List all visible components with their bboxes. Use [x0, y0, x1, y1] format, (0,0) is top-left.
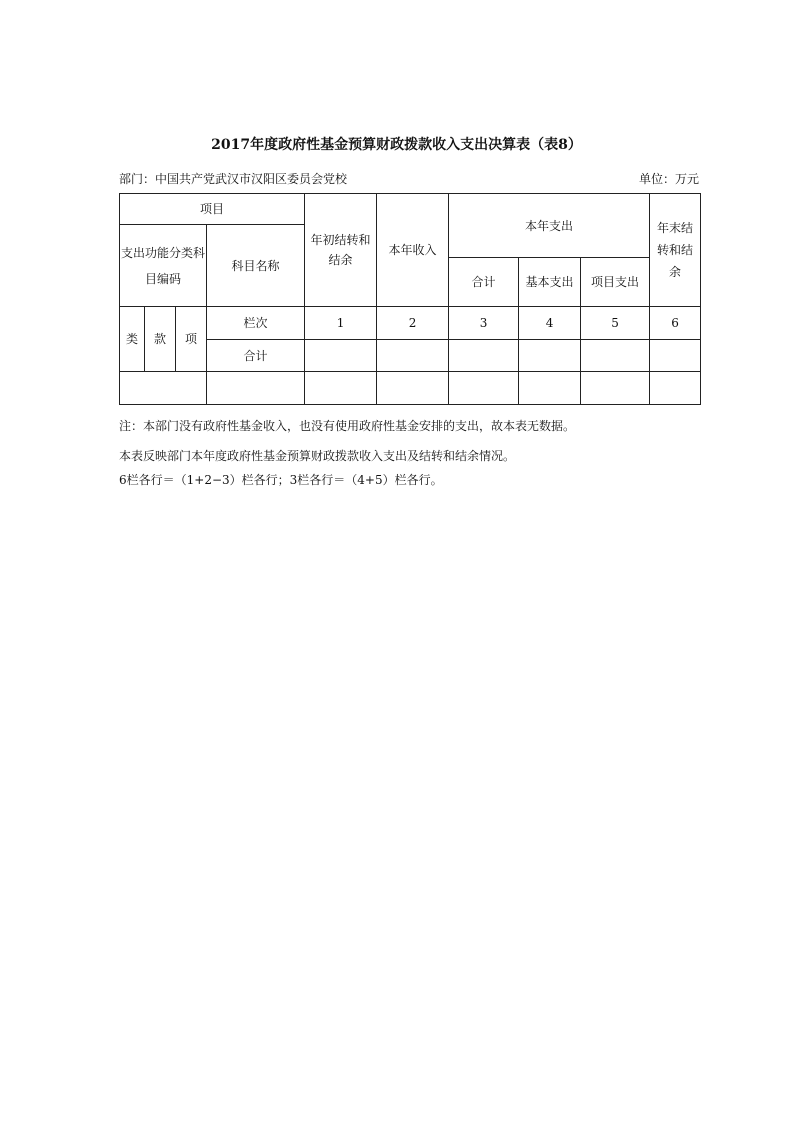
total-cell-4 — [519, 340, 581, 372]
total-cell-2 — [377, 340, 449, 372]
header-subject-name: 科目名称 — [207, 225, 305, 307]
col-num-1: 1 — [305, 307, 377, 340]
empty-cell-3 — [449, 372, 519, 405]
header-item: 项目 — [120, 194, 305, 225]
row-label-lanci: 栏次 — [207, 307, 305, 340]
empty-cell-4 — [519, 372, 581, 405]
empty-cell-2 — [377, 372, 449, 405]
total-cell-3 — [449, 340, 519, 372]
header-function-code: 支出功能分类科目编码 — [120, 225, 207, 307]
empty-cell-5 — [581, 372, 650, 405]
header-xiang: 项 — [176, 307, 207, 372]
total-cell-1 — [305, 340, 377, 372]
header-kuan: 款 — [145, 307, 176, 372]
header-lei: 类 — [120, 307, 145, 372]
col-num-2: 2 — [377, 307, 449, 340]
department-label: 部门：中国共产党武汉市汉阳区委员会党校 — [119, 172, 348, 186]
header-expense-total: 合计 — [449, 258, 519, 307]
col-num-4: 4 — [519, 307, 581, 340]
header-project-expense: 项目支出 — [581, 258, 650, 307]
row-label-total: 合计 — [207, 340, 305, 372]
empty-cell-1 — [305, 372, 377, 405]
col-num-3: 3 — [449, 307, 519, 340]
report-title: 2017年度政府性基金预算财政拨款收入支出决算表（表8） — [211, 137, 582, 153]
note-formula: 6栏各行＝（1+2−3）栏各行；3栏各行＝（4+5）栏各行。 — [119, 473, 443, 487]
header-basic-expense: 基本支出 — [519, 258, 581, 307]
unit-label: 单位：万元 — [638, 172, 699, 186]
header-expense: 本年支出 — [449, 194, 650, 258]
budget-table — [119, 193, 701, 405]
col-num-5: 5 — [581, 307, 650, 340]
notes — [119, 418, 699, 488]
empty-code-cell — [120, 372, 207, 405]
total-cell-6 — [650, 340, 701, 372]
header-income: 本年收入 — [377, 194, 449, 307]
col-num-6: 6 — [650, 307, 701, 340]
empty-name-cell — [207, 372, 305, 405]
header-end-balance: 年末结转和结余 — [650, 194, 701, 307]
empty-cell-6 — [650, 372, 701, 405]
report-meta — [119, 170, 699, 186]
total-cell-5 — [581, 340, 650, 372]
note-no-data: 注：本部门没有政府性基金收入，也没有使用政府性基金安排的支出，故本表无数据。 — [119, 419, 576, 433]
header-begin-balance: 年初结转和结余 — [305, 194, 377, 307]
note-description: 本表反映部门本年度政府性基金预算财政拨款收入支出及结转和结余情况。 — [119, 449, 516, 463]
